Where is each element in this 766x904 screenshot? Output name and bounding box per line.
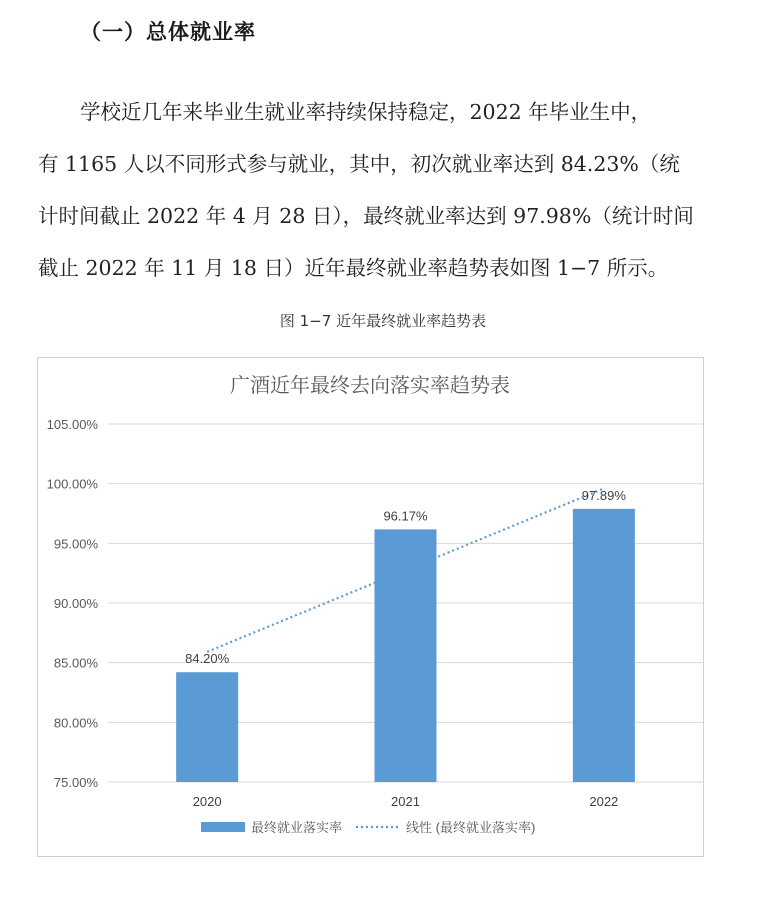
legend-bar-label: 最终就业落实率 bbox=[251, 820, 343, 835]
bar bbox=[573, 509, 635, 782]
x-tick-label: 2021 bbox=[391, 794, 420, 809]
legend-trend-label: 线性 (最终就业落实率) bbox=[406, 820, 536, 835]
x-tick-label: 2022 bbox=[589, 794, 619, 809]
legend-bar-swatch bbox=[201, 822, 245, 832]
y-tick-label: 105.00% bbox=[46, 417, 98, 432]
paragraph-line: 学校近几年来毕业生就业率持续保持稳定，2022 年毕业生中， bbox=[80, 100, 652, 124]
y-tick-label: 85.00% bbox=[53, 655, 98, 671]
y-tick-label: 80.00% bbox=[53, 715, 98, 731]
bars-layer bbox=[176, 509, 635, 782]
legend-layer bbox=[201, 820, 535, 835]
y-tick-label: 75.00% bbox=[53, 775, 98, 790]
data-label: 97.89% bbox=[581, 487, 626, 503]
chart-frame bbox=[37, 357, 704, 857]
data-label: 84.20% bbox=[185, 651, 230, 667]
chart-title: 广酒近年最终去向落实率趋势表 bbox=[230, 375, 510, 397]
paragraph-line: 截止 2022 年 11 月 18 日）近年最终就业率趋势表如图 1−7 所示。 bbox=[38, 256, 669, 280]
bar bbox=[176, 672, 238, 782]
figure-caption: 图 1−7 近年最终就业率趋势表 bbox=[279, 312, 487, 330]
body-paragraph bbox=[38, 86, 738, 294]
y-tick-label: 95.00% bbox=[53, 536, 98, 552]
data-label: 96.17% bbox=[383, 508, 428, 524]
section-heading: （一）总体就业率 bbox=[80, 20, 256, 44]
y-tick-label: 100.00% bbox=[46, 476, 98, 492]
bar bbox=[375, 529, 437, 782]
employment-rate-chart bbox=[38, 358, 703, 856]
y-tick-label: 90.00% bbox=[53, 596, 98, 611]
paragraph-line: 有 1165 人以不同形式参与就业，其中，初次就业率达到 84.23%（统 bbox=[38, 152, 680, 176]
x-tick-label: 2020 bbox=[192, 794, 222, 809]
paragraph-line: 计时间截止 2022 年 4 月 28 日），最终就业率达到 97.98%（统计时间 bbox=[38, 204, 694, 228]
